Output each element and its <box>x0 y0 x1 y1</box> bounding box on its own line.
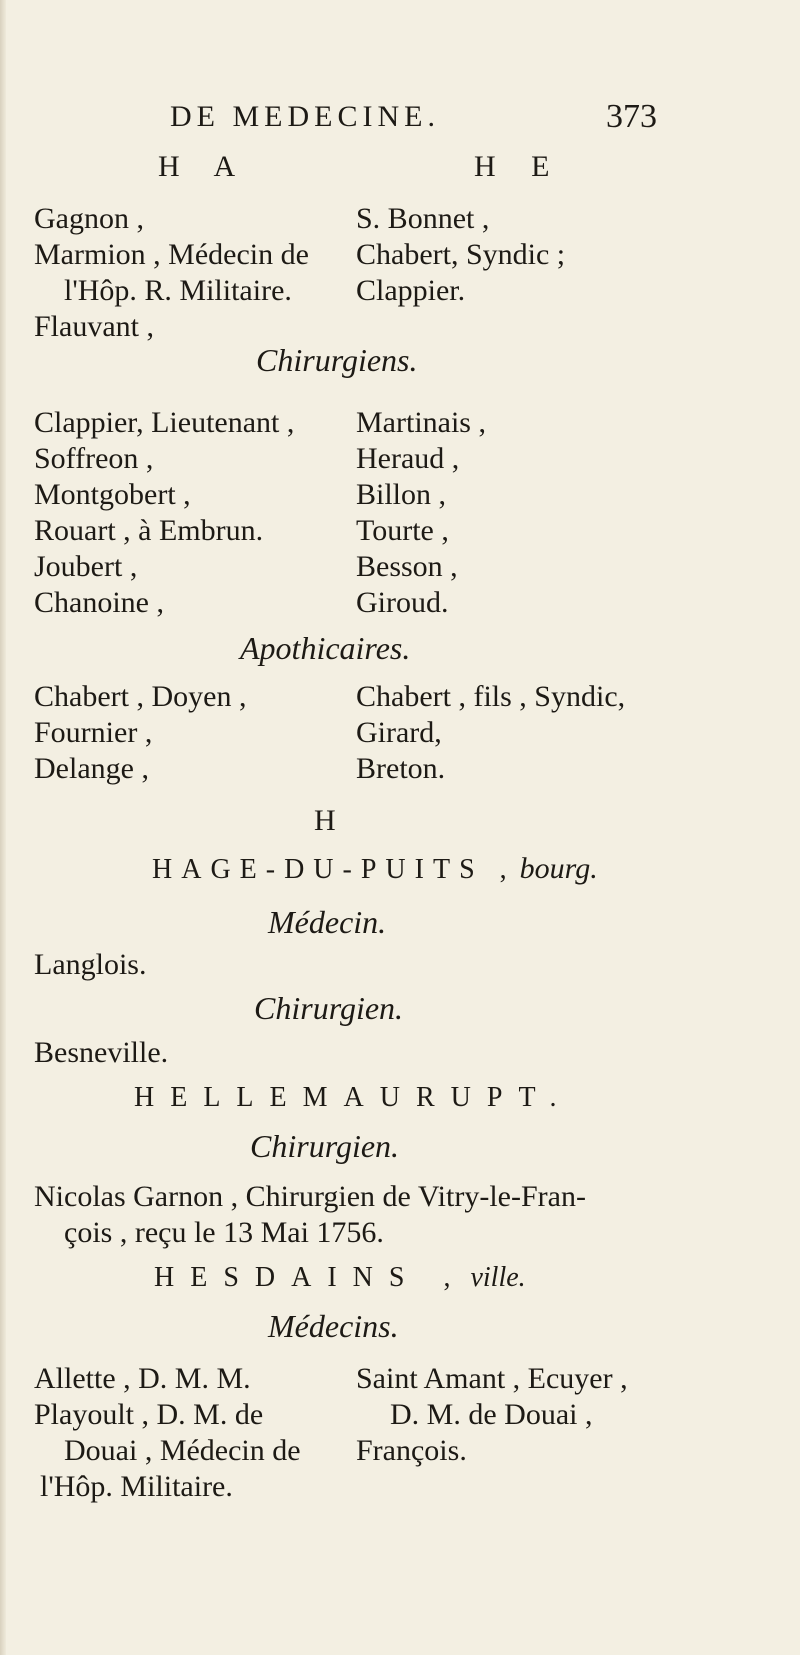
list-item: Clappier, Lieutenant , <box>34 406 295 439</box>
list-item: Flauvant , <box>34 310 154 343</box>
list-item: D. M. de Douai , <box>390 1398 593 1431</box>
list-item: l'Hôp. Militaire. <box>40 1470 233 1503</box>
list-item: Fournier , <box>34 716 153 749</box>
list-item: l'Hôp. R. Militaire. <box>64 274 292 307</box>
town-name: HESDAINS , <box>154 1262 467 1293</box>
list-item: François. <box>356 1434 467 1467</box>
page-number: 373 <box>606 98 657 135</box>
running-title: DE MEDECINE. <box>170 100 440 133</box>
list-item: Martinais , <box>356 406 486 439</box>
town-hesdains <box>154 1262 526 1294</box>
list-item: Langlois. <box>34 948 147 981</box>
heading-doctors: Médecins. <box>268 1308 399 1344</box>
list-item: Breton. <box>356 752 446 785</box>
list-item: Playoult , D. M. de <box>34 1398 264 1431</box>
list-item: Girard, <box>356 716 442 749</box>
list-item: Rouart , à Embrun. <box>34 514 264 547</box>
list-item: Besson , <box>356 550 458 583</box>
list-item: Chanoine , <box>34 586 164 619</box>
list-item: Heraud , <box>356 442 460 475</box>
list-item: Douai , Médecin de <box>64 1434 301 1467</box>
town-name: HAGE-DU-PUITS , <box>152 854 516 885</box>
list-item: Billon , <box>356 478 447 511</box>
heading-surgeon: Chirurgien. <box>250 1128 400 1164</box>
heading-surgeon: Chirurgien. <box>254 990 404 1026</box>
heading-doctor: Médecin. <box>268 904 387 940</box>
town-type: bourg. <box>519 852 598 885</box>
list-item: Marmion , Médecin de <box>34 238 309 271</box>
paragraph-line: Nicolas Garnon , Chirurgien de Vitry-le-Fran- <box>34 1180 586 1213</box>
section-letter-he: H E <box>474 150 564 183</box>
list-item: Joubert , <box>34 550 138 583</box>
paragraph-line: çois , reçu le 13 Mai 1756. <box>64 1216 384 1249</box>
list-item: Saint Amant , Ecuyer , <box>356 1362 628 1395</box>
list-item: Delange , <box>34 752 149 785</box>
list-item: Clappier. <box>356 274 466 307</box>
section-letter-ha: H A <box>158 150 250 183</box>
list-item: Chabert , fils , Syndic, <box>356 680 626 713</box>
list-item: Giroud. <box>356 586 449 619</box>
town-hage-du-puits <box>152 852 598 886</box>
list-item: Tourte , <box>356 514 449 547</box>
page-spine-shadow <box>0 0 6 1655</box>
heading-surgeons: Chirurgiens. <box>256 342 418 378</box>
list-item: Soffreon , <box>34 442 154 475</box>
list-item: Chabert, Syndic ; <box>356 238 566 271</box>
section-letter-h: H <box>314 804 336 837</box>
town-hellemaurupt: HELLEMAURUPT. <box>134 1082 573 1113</box>
list-item: S. Bonnet , <box>356 202 490 235</box>
list-item: Besneville. <box>34 1036 169 1069</box>
heading-apothecaries: Apothicaires. <box>240 630 411 666</box>
list-item: Chabert , Doyen , <box>34 680 247 713</box>
list-item: Montgobert , <box>34 478 191 511</box>
town-type: ville. <box>470 1262 526 1293</box>
list-item: Allette , D. M. M. <box>34 1362 251 1395</box>
list-item: Gagnon , <box>34 202 144 235</box>
